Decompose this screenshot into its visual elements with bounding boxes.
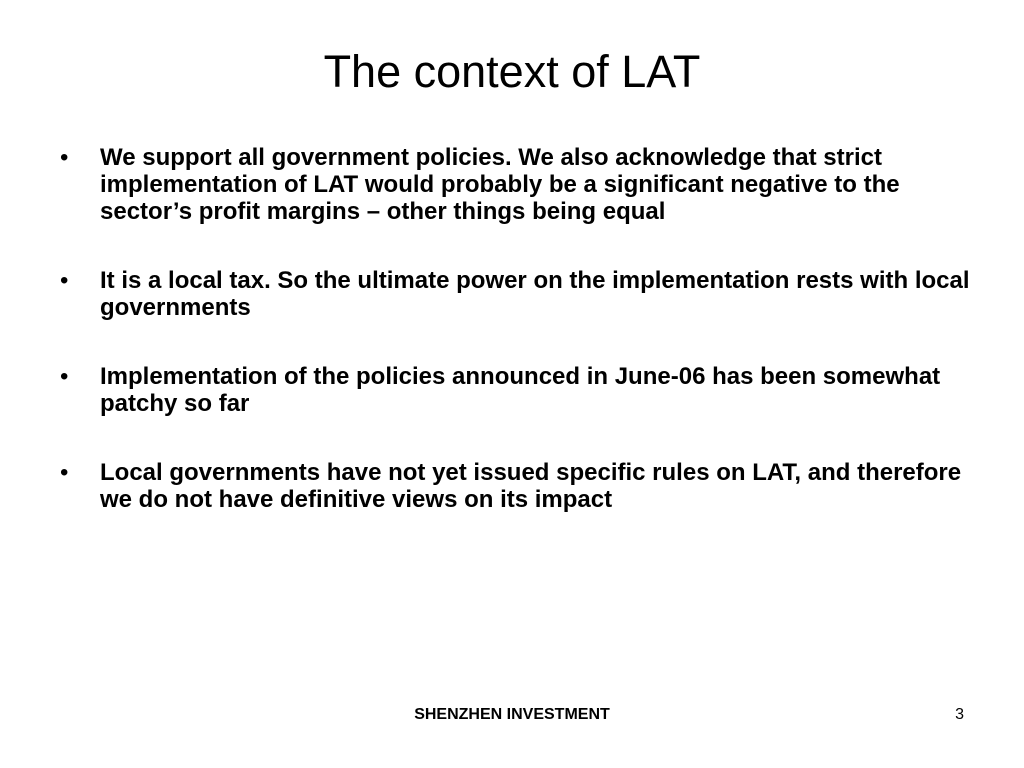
bullet-list bbox=[56, 144, 976, 555]
page-number: 3 bbox=[955, 706, 964, 723]
bullet-item bbox=[56, 267, 976, 321]
bullet-item bbox=[56, 144, 976, 225]
bullet-item bbox=[56, 363, 976, 417]
bullet-dot: • bbox=[60, 363, 69, 390]
bullet-item bbox=[56, 459, 976, 513]
slide-title: The context of LAT bbox=[323, 46, 701, 97]
bullet-text: We support all government policies. We also acknowledge that strict implementation of LAT would probably be a significant negative to the sector’s profit margins – other things being equal bbox=[100, 144, 900, 225]
bullet-dot: • bbox=[60, 144, 69, 171]
bullet-dot: • bbox=[60, 267, 69, 294]
bullet-text: Local governments have not yet issued specific rules on LAT, and therefore we do not have definitive views on its impact bbox=[100, 459, 962, 513]
bullet-dot: • bbox=[60, 459, 69, 486]
bullet-text: It is a local tax. So the ultimate power on the implementation rests with local governments bbox=[100, 267, 970, 321]
bullet-text: Implementation of the policies announced in June-06 has been somewhat patchy so far bbox=[100, 363, 941, 417]
footer-company: SHENZHEN INVESTMENT bbox=[414, 706, 610, 723]
